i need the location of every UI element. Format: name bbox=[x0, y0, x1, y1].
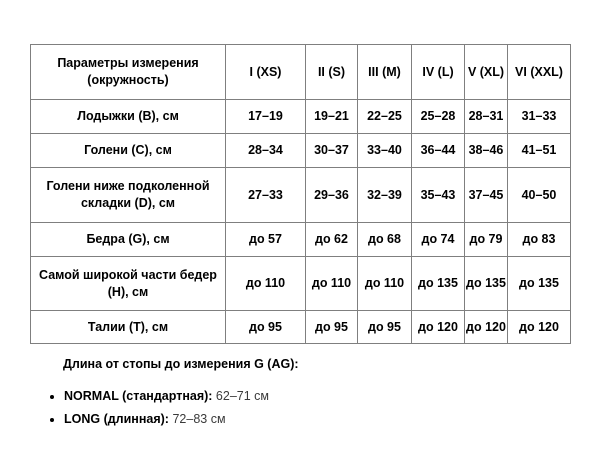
cell-value: 37–45 bbox=[465, 168, 508, 223]
cell-value: до 120 bbox=[465, 311, 508, 344]
table-header-size-xl: V (XL) bbox=[465, 45, 508, 100]
note-value: 62–71 см bbox=[215, 389, 269, 403]
cell-value: 28–34 bbox=[226, 134, 306, 168]
table-header-size-l: IV (L) bbox=[412, 45, 465, 100]
cell-value: до 120 bbox=[508, 311, 571, 344]
cell-value: 27–33 bbox=[226, 168, 306, 223]
table-row-below-knee bbox=[31, 168, 571, 223]
table-header-size-m: III (M) bbox=[358, 45, 412, 100]
row-label: Лодыжки (B), см bbox=[31, 100, 226, 134]
row-label: Талии (T), см bbox=[31, 311, 226, 344]
cell-value: 40–50 bbox=[508, 168, 571, 223]
cell-value: до 95 bbox=[226, 311, 306, 344]
table-row-thighs bbox=[31, 223, 571, 257]
cell-value: до 62 bbox=[306, 223, 358, 257]
note-label: LONG (длинная): bbox=[64, 412, 169, 426]
cell-value: 17–19 bbox=[226, 100, 306, 134]
table-header-size-xs: I (XS) bbox=[226, 45, 306, 100]
row-label: Бедра (G), см bbox=[31, 223, 226, 257]
table-header-row bbox=[31, 45, 571, 100]
cell-value: 22–25 bbox=[358, 100, 412, 134]
cell-value: 30–37 bbox=[306, 134, 358, 168]
cell-value: до 110 bbox=[226, 257, 306, 311]
cell-value: 32–39 bbox=[358, 168, 412, 223]
cell-value: 29–36 bbox=[306, 168, 358, 223]
row-label: Голени ниже подколенной складки (D), см bbox=[31, 168, 226, 223]
notes-heading: Длина от стопы до измерения G (AG): bbox=[63, 357, 299, 371]
cell-value: до 95 bbox=[306, 311, 358, 344]
cell-value: 41–51 bbox=[508, 134, 571, 168]
table-row-waist bbox=[31, 311, 571, 344]
note-value: 72–83 см bbox=[172, 412, 226, 426]
cell-value: 38–46 bbox=[465, 134, 508, 168]
cell-value: 33–40 bbox=[358, 134, 412, 168]
notes-list bbox=[40, 388, 560, 427]
row-label: Самой широкой части бедер (H), см bbox=[31, 257, 226, 311]
list-item-long-length bbox=[64, 411, 560, 427]
cell-value: 28–31 bbox=[465, 100, 508, 134]
cell-value: 36–44 bbox=[412, 134, 465, 168]
cell-value: 31–33 bbox=[508, 100, 571, 134]
cell-value: 19–21 bbox=[306, 100, 358, 134]
cell-value: до 83 bbox=[508, 223, 571, 257]
table-row-ankles bbox=[31, 100, 571, 134]
table-row-calves bbox=[31, 134, 571, 168]
row-label: Голени (C), см bbox=[31, 134, 226, 168]
table-header-params: Параметры измерения (окружность) bbox=[31, 45, 226, 100]
cell-value: до 57 bbox=[226, 223, 306, 257]
cell-value: до 135 bbox=[465, 257, 508, 311]
cell-value: до 74 bbox=[412, 223, 465, 257]
table-header-size-s: II (S) bbox=[306, 45, 358, 100]
cell-value: до 135 bbox=[508, 257, 571, 311]
notes-section bbox=[40, 357, 560, 434]
note-label: NORMAL (стандартная): bbox=[64, 389, 213, 403]
cell-value: до 110 bbox=[358, 257, 412, 311]
cell-value: 25–28 bbox=[412, 100, 465, 134]
cell-value: до 95 bbox=[358, 311, 412, 344]
cell-value: до 135 bbox=[412, 257, 465, 311]
table-row-widest-hip bbox=[31, 257, 571, 311]
size-table bbox=[30, 44, 571, 344]
cell-value: до 79 bbox=[465, 223, 508, 257]
cell-value: 35–43 bbox=[412, 168, 465, 223]
cell-value: до 68 bbox=[358, 223, 412, 257]
list-item-normal-length bbox=[64, 388, 560, 404]
cell-value: до 120 bbox=[412, 311, 465, 344]
table-header-size-xxl: VI (XXL) bbox=[508, 45, 571, 100]
cell-value: до 110 bbox=[306, 257, 358, 311]
